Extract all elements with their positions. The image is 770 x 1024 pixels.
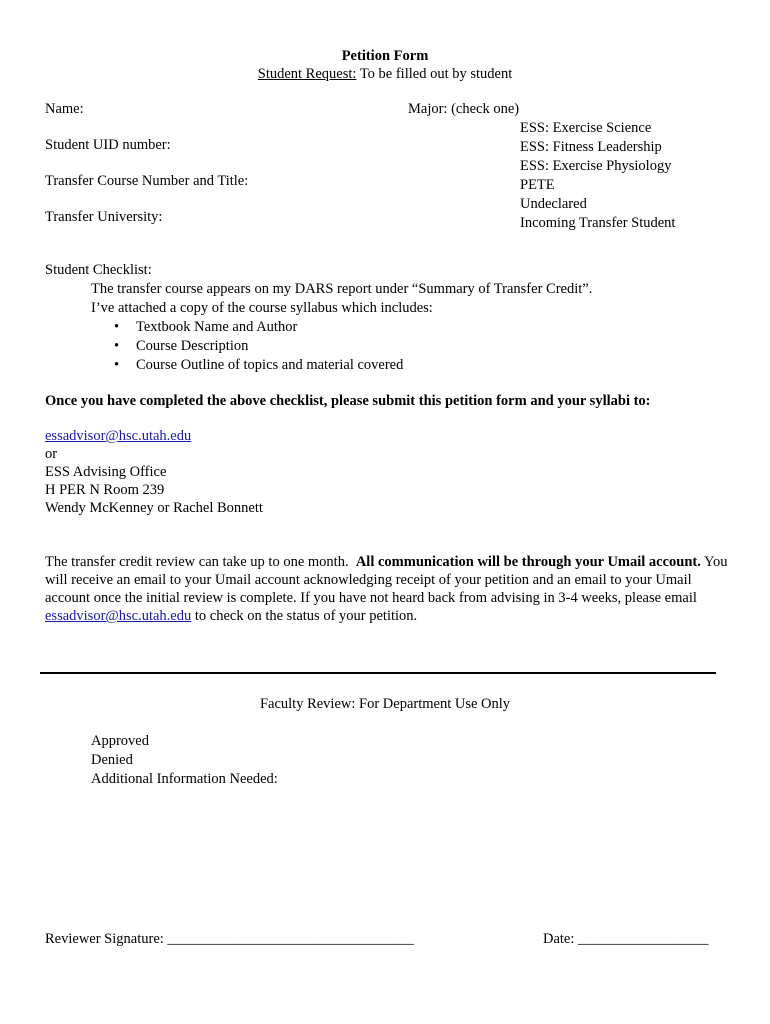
- bullet-icon: •: [114, 357, 120, 373]
- contact-or: or: [45, 446, 58, 462]
- subtitle-rest: To be filled out by student: [359, 66, 513, 82]
- checklist-item: The transfer course appears on my DARS report under “Summary of Transfer Credit”.: [91, 281, 593, 297]
- major-label: Major: (check one): [408, 101, 520, 117]
- date-line: Date: __________________: [543, 931, 709, 947]
- reviewer-signature-line: Reviewer Signature: __________________________________: [45, 931, 414, 947]
- major-option: Undeclared: [520, 196, 587, 212]
- major-option: Incoming Transfer Student: [520, 215, 676, 231]
- bullet-icon: •: [114, 338, 120, 354]
- section-divider: [40, 672, 716, 674]
- review-text: The transfer credit review can take up to one month.: [45, 554, 349, 570]
- review-paragraph: [45, 553, 735, 625]
- major-option: ESS: Exercise Physiology: [520, 158, 672, 174]
- faculty-option: Denied: [91, 752, 133, 768]
- faculty-review-title: Faculty Review: For Department Use Only: [259, 696, 511, 712]
- review-text: to check on the status of your petition.: [194, 608, 418, 624]
- bullet-icon: •: [114, 319, 120, 335]
- transfer-university-field-label: Transfer University:: [45, 209, 163, 225]
- review-bold-text: All communication will be through your Umail account.: [355, 554, 701, 570]
- review-text: You will receive an email to your Umail account acknowledging receipt of your petition and an email to your Umail account once the initial review is complete. If you have not heard back from advising in 3-4 weeks, please email: [45, 554, 728, 606]
- faculty-option: Additional Information Needed:: [91, 771, 278, 787]
- page-title: Petition Form: [341, 48, 429, 64]
- contact-people: Wendy McKenney or Rachel Bonnett: [45, 500, 263, 516]
- checklist-title: Student Checklist:: [45, 262, 152, 278]
- email-link[interactable]: essadvisor@hsc.utah.edu: [45, 428, 192, 444]
- uid-field-label: Student UID number:: [45, 137, 171, 153]
- name-field-label: Name:: [45, 101, 84, 117]
- contact-room: H PER N Room 239: [45, 482, 165, 498]
- major-option: PETE: [520, 177, 555, 193]
- submit-instruction: Once you have completed the above checklist, please submit this petition form and your syllabi to:: [45, 393, 651, 409]
- checklist-bullet: Textbook Name and Author: [136, 319, 298, 335]
- faculty-option: Approved: [91, 733, 149, 749]
- email-link[interactable]: essadvisor@hsc.utah.edu: [45, 608, 192, 624]
- page-subtitle: [0, 66, 770, 83]
- major-option: ESS: Fitness Leadership: [520, 139, 662, 155]
- major-option: ESS: Exercise Science: [520, 120, 652, 136]
- checklist-bullet: Course Outline of topics and material covered: [136, 357, 404, 373]
- contact-office: ESS Advising Office: [45, 464, 167, 480]
- checklist-item: I’ve attached a copy of the course syllabus which includes:: [91, 300, 433, 316]
- subtitle-underlined: Student Request:: [257, 66, 357, 82]
- transfer-course-field-label: Transfer Course Number and Title:: [45, 173, 249, 189]
- checklist-bullet: Course Description: [136, 338, 249, 354]
